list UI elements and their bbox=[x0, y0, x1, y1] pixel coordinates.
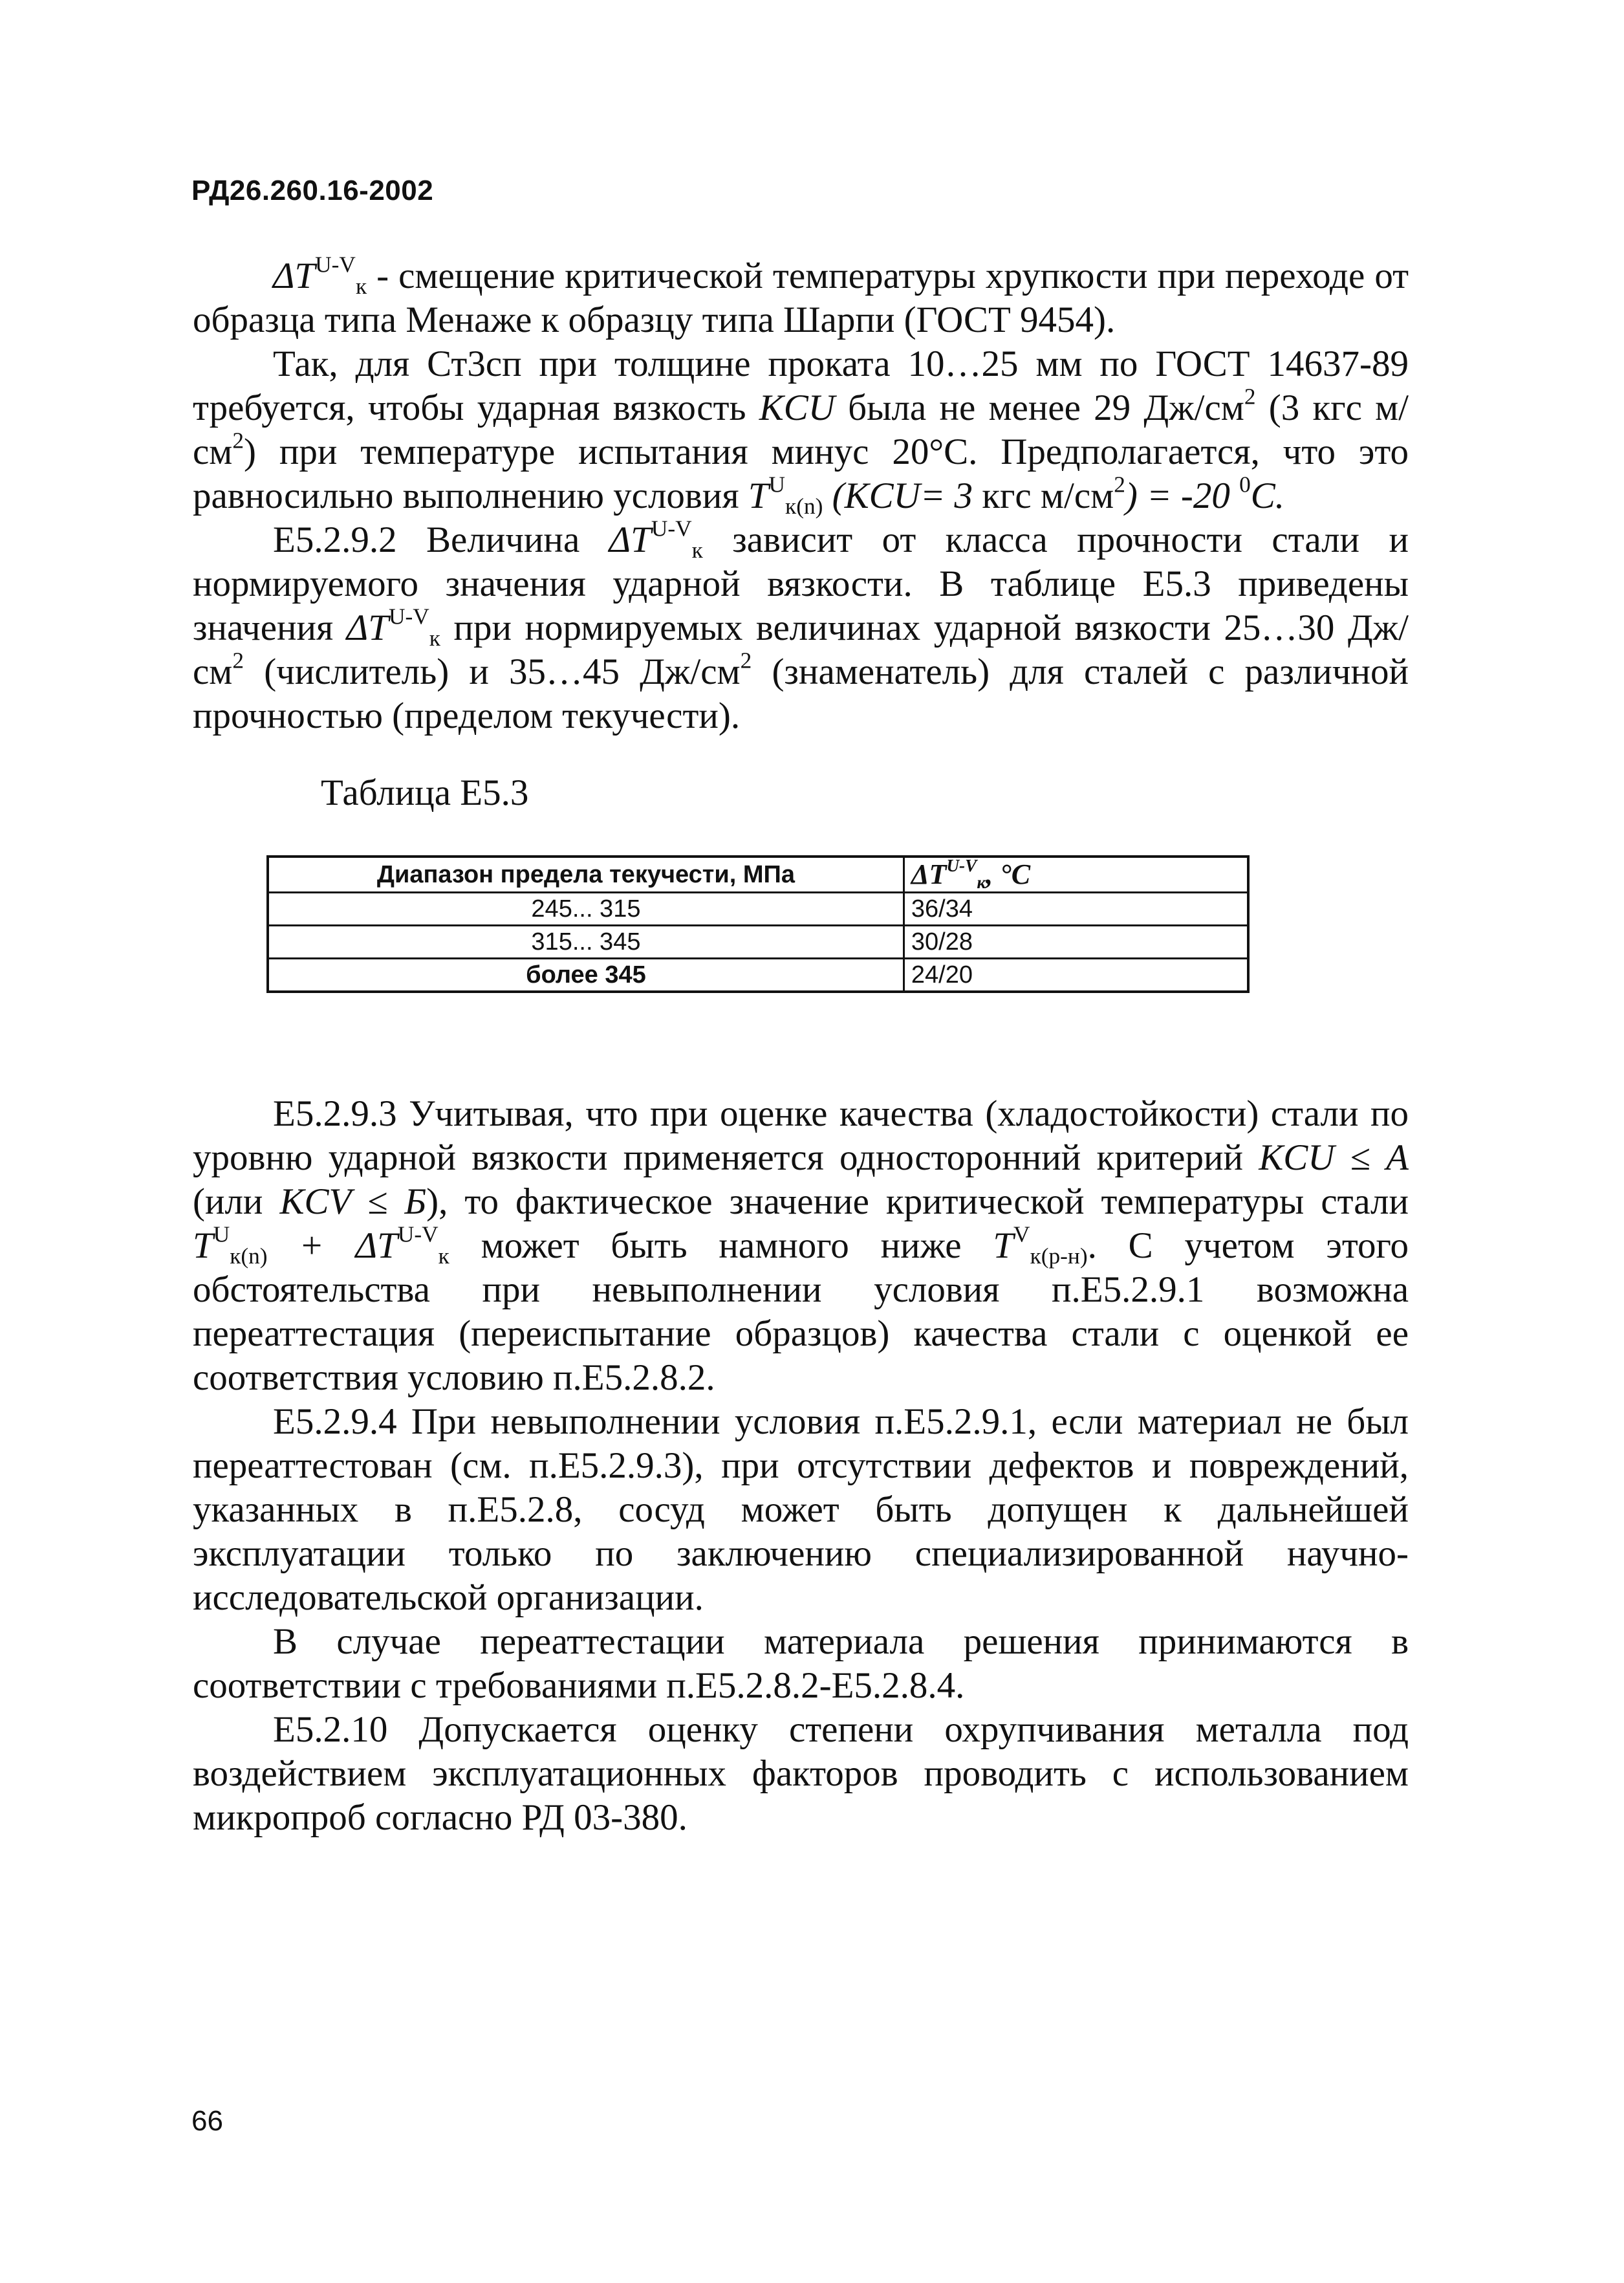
text-run: была не менее 29 Дж/см bbox=[834, 388, 1244, 428]
delta-t-symbol: ΔT bbox=[609, 519, 651, 560]
text-run: зависит от класса прочности стали и нормируемого значения ударной вязкости. В таблице Е5.3 приведены значения bbox=[193, 519, 1409, 648]
delta-t-superscript: U-V bbox=[315, 252, 356, 278]
header-range: Диапазон предела текучести, МПа bbox=[268, 857, 904, 893]
text-run: (знаменатель) для сталей с различной прочностью (пределом текучести). bbox=[193, 651, 1409, 736]
kcu-symbol: KCU bbox=[759, 388, 835, 428]
exponent: 2 bbox=[1244, 384, 1256, 410]
delta-t-superscript: U-V bbox=[388, 604, 429, 629]
t-subscript: к(р-н) bbox=[1030, 1243, 1088, 1269]
text-run: (или bbox=[193, 1181, 280, 1222]
delta-t-subscript: к bbox=[438, 1243, 449, 1269]
delta-t-superscript: U-V bbox=[397, 1221, 438, 1247]
range-cell: 315... 345 bbox=[268, 926, 904, 959]
unit-text: , °C bbox=[986, 858, 1031, 890]
paragraph-e5-2-9-2 bbox=[193, 518, 1409, 738]
text-run: (3 кгс м/см bbox=[193, 388, 1409, 472]
exponent: 2 bbox=[740, 648, 752, 673]
t-subscript: к(n) bbox=[785, 493, 823, 519]
paragraph-example bbox=[193, 342, 1409, 518]
value-cell: 24/20 bbox=[904, 959, 1248, 992]
t-symbol: T bbox=[193, 1225, 213, 1266]
header-delta-t bbox=[904, 857, 1248, 893]
delta-t-symbol: + ΔT bbox=[267, 1225, 398, 1266]
table-header-row bbox=[268, 857, 1248, 893]
exponent: 2 bbox=[232, 428, 244, 453]
text-run: (числитель) и 35…45 Дж/см bbox=[244, 651, 741, 692]
text-run: Так, для Ст3сп при толщине проката 10…25 мм по ГОСТ 14637-89 требуется, чтобы ударная вязкость bbox=[193, 344, 1409, 428]
paragraph-reattestation: В случае переаттестации материала решения принимаются в соответствии с требованиями п.Е5.2.8.2-Е5.2.8.4. bbox=[193, 1621, 1409, 1706]
text-run: ) при температуре испытания минус 20°С. Предполагается, что это равносильно выполнению условия bbox=[193, 431, 1409, 516]
document-code-header: РД26.260.16-2002 bbox=[191, 175, 434, 206]
t-subscript: к(n) bbox=[230, 1243, 268, 1269]
delta-t-subscript: к bbox=[355, 273, 367, 299]
value-cell: 36/34 bbox=[904, 893, 1248, 926]
delta-t-subscript: к bbox=[429, 625, 440, 651]
definition-text: - смещение критической температуры хрупкости при переходе от образца типа Менаже к образцу типа Шарпи (ГОСТ 9454). bbox=[193, 256, 1409, 340]
delta-t-subscript: к bbox=[977, 872, 986, 892]
range-cell: более 345 bbox=[268, 959, 904, 992]
criterion-kcv: KCV ≤ Б bbox=[279, 1181, 427, 1222]
units-text: кгс м/см bbox=[982, 475, 1114, 516]
text-run: может быть намного ниже bbox=[449, 1225, 993, 1266]
condition-text: ) = -20 bbox=[1125, 475, 1240, 516]
text-run: при нормируемых величинах ударной вязкости 25…30 Дж/см bbox=[193, 607, 1409, 692]
t-superscript: U bbox=[768, 472, 786, 497]
text-run: ), то фактическое значение критической температуры стали bbox=[426, 1181, 1409, 1222]
delta-t-symbol: ΔT bbox=[911, 858, 947, 890]
table-row bbox=[268, 926, 1248, 959]
range-cell: 245... 315 bbox=[268, 893, 904, 926]
condition-text: (KCU= 3 bbox=[823, 475, 982, 516]
t-symbol: T bbox=[748, 475, 769, 516]
delta-t-subscript: к bbox=[691, 537, 703, 563]
table-row bbox=[268, 893, 1248, 926]
celsius-symbol: C. bbox=[1250, 475, 1285, 516]
page-number: 66 bbox=[191, 2105, 223, 2137]
table-row bbox=[268, 959, 1248, 992]
upper-text-block bbox=[193, 254, 1409, 738]
text-run: Е5.2.9.3 Учитывая, что при оценке качества (хладостойкости) стали по уровню ударной вязкости применяется односторонний критерий bbox=[193, 1093, 1409, 1178]
delta-t-superscript: U-V bbox=[946, 855, 977, 875]
delta-t-superscript: U-V bbox=[651, 516, 692, 541]
paragraph-e5-2-9-3 bbox=[193, 1092, 1409, 1400]
paragraph-e5-2-10: Е5.2.10 Допускается оценку степени охрупчивания металла под воздействием эксплуатационных факторов проводить с использованием микропроб согласно РД 03-380. bbox=[193, 1709, 1409, 1838]
t-symbol: T bbox=[993, 1225, 1014, 1266]
paragraph-definition bbox=[193, 254, 1409, 342]
text-run: Е5.2.9.2 Величина bbox=[273, 519, 609, 560]
exponent: 2 bbox=[1114, 472, 1125, 497]
criterion-kcu: KCU ≤ А bbox=[1259, 1137, 1409, 1178]
degree-mark: 0 bbox=[1239, 472, 1251, 497]
t-superscript: U bbox=[213, 1221, 230, 1247]
paragraph-e5-2-9-4: Е5.2.9.4 При невыполнении условия п.Е5.2.9.1, если материал не был переаттестован (см. п.Е5.2.9.3), при отсутствии дефектов и повреждений, указанных в п.Е5.2.8, сосуд может быть допущен к дальнейшей эксплуатации только по заключению специализированной научно-исследовательской организации. bbox=[193, 1401, 1409, 1618]
lower-text-block bbox=[193, 1092, 1409, 1840]
yield-strength-table bbox=[266, 855, 1250, 993]
delta-t-symbol: ΔT bbox=[346, 607, 389, 648]
table-caption: Таблица Е5.3 bbox=[321, 772, 529, 813]
exponent: 2 bbox=[232, 648, 244, 673]
delta-t-symbol: ΔT bbox=[273, 256, 316, 296]
value-cell: 30/28 bbox=[904, 926, 1248, 959]
t-superscript: V bbox=[1013, 1221, 1030, 1247]
text-run: . С учетом этого обстоятельства при невыполнении условия п.Е5.2.9.1 возможна переаттестация (переиспытание образцов) качества стали с оценкой ее соответствия условию п.Е5.2.8.2. bbox=[193, 1225, 1409, 1398]
